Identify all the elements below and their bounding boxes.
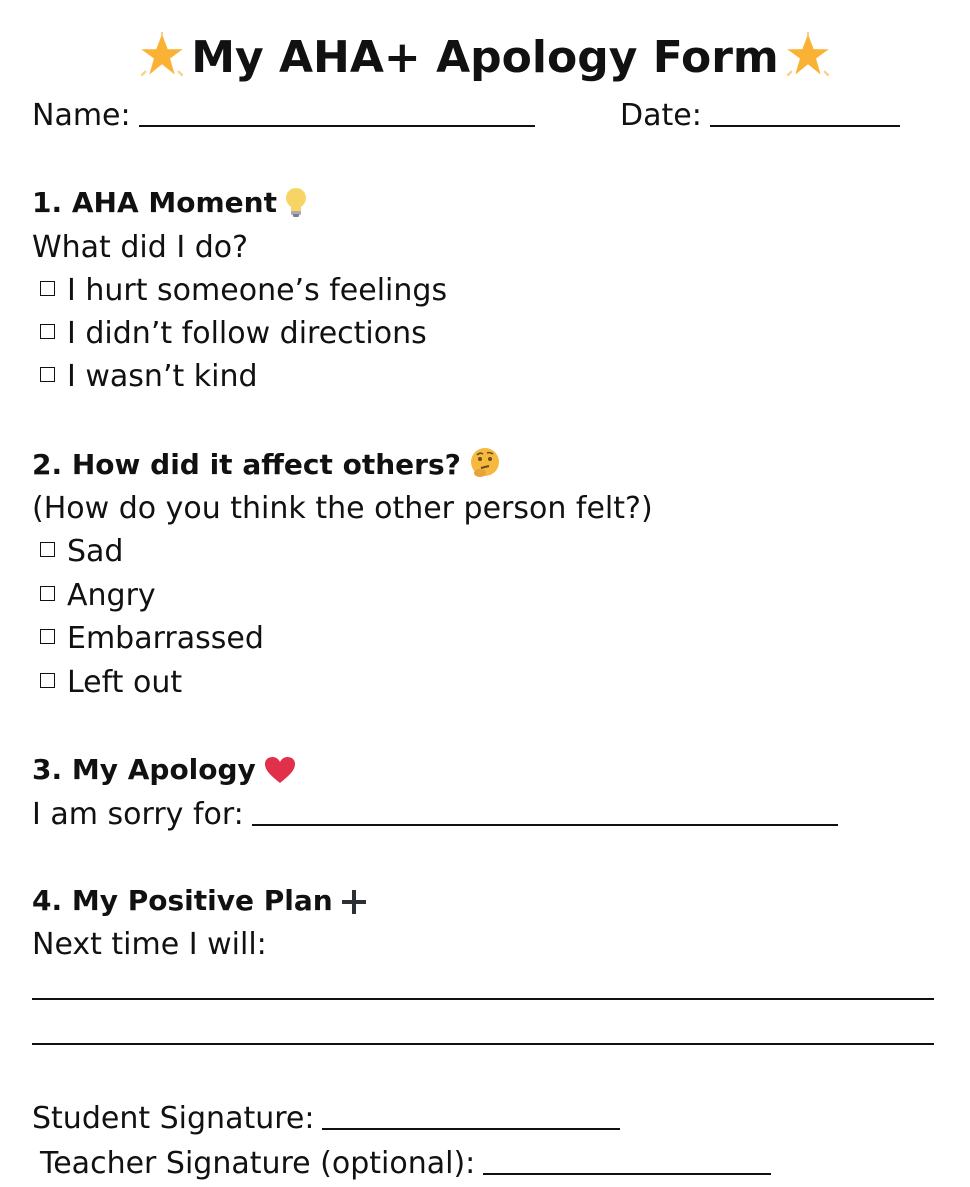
- section-2-heading: [32, 445, 501, 485]
- option-checkbox-row[interactable]: [40, 314, 427, 354]
- checkbox[interactable]: [40, 324, 55, 339]
- section-1-prompt: What did I do?: [32, 230, 249, 265]
- section-heading-text: 2. How did it affect others?: [32, 448, 461, 481]
- section-1-heading: [32, 183, 307, 223]
- page-title: My AHA+ Apology Form: [191, 32, 779, 83]
- section-4-prompt: Next time I will:: [32, 927, 267, 962]
- section-2-prompt: (How do you think the other person felt?): [32, 491, 653, 526]
- option-label: Sad: [67, 534, 124, 569]
- apology-field-row: [32, 795, 838, 835]
- option-checkbox-row[interactable]: [40, 576, 156, 616]
- apology-blank[interactable]: [252, 796, 838, 826]
- lightbulb-icon: [285, 187, 307, 217]
- checkbox[interactable]: [40, 586, 55, 601]
- plan-line-2[interactable]: [32, 1043, 934, 1045]
- checkbox[interactable]: [40, 629, 55, 644]
- date-blank[interactable]: [710, 97, 900, 127]
- option-checkbox-row[interactable]: [40, 532, 123, 572]
- option-label: Angry: [67, 578, 156, 613]
- option-label: I wasn’t kind: [67, 359, 258, 394]
- name-label: Name:: [32, 98, 131, 133]
- date-label: Date:: [620, 98, 702, 133]
- option-checkbox-row[interactable]: [40, 619, 264, 659]
- option-checkbox-row[interactable]: [40, 663, 182, 703]
- star-icon: [139, 32, 185, 78]
- checkbox[interactable]: [40, 367, 55, 382]
- option-label: I hurt someone’s feelings: [67, 273, 448, 308]
- apology-label: I am sorry for:: [32, 797, 244, 832]
- student-signature-blank[interactable]: [322, 1100, 620, 1130]
- teacher-signature-row: [40, 1144, 771, 1184]
- plan-line-1[interactable]: [32, 998, 934, 1000]
- form-title-row: [0, 28, 970, 88]
- date-field-row: [620, 96, 900, 136]
- section-3-heading: [32, 750, 296, 790]
- thinking-face-icon: [469, 447, 501, 479]
- section-heading-text: 4. My Positive Plan: [32, 884, 333, 917]
- plus-icon: [341, 889, 367, 915]
- section-heading-text: 3. My Apology: [32, 753, 256, 786]
- option-label: I didn’t follow directions: [67, 316, 427, 351]
- option-checkbox-row[interactable]: [40, 357, 258, 397]
- teacher-signature-blank[interactable]: [483, 1145, 771, 1175]
- option-checkbox-row[interactable]: [40, 271, 447, 311]
- section-heading-text: 1. AHA Moment: [32, 186, 277, 219]
- student-signature-label: Student Signature:: [32, 1101, 315, 1136]
- student-signature-row: [32, 1099, 620, 1139]
- heart-icon: [264, 756, 296, 784]
- section-4-heading: [32, 881, 367, 921]
- option-label: Embarrassed: [67, 621, 264, 656]
- checkbox[interactable]: [40, 673, 55, 688]
- name-blank[interactable]: [139, 97, 535, 127]
- teacher-signature-label: Teacher Signature (optional):: [40, 1146, 476, 1181]
- option-label: Left out: [67, 665, 183, 700]
- checkbox[interactable]: [40, 281, 55, 296]
- checkbox[interactable]: [40, 542, 55, 557]
- name-field-row: [32, 96, 535, 136]
- star-icon: [785, 32, 831, 78]
